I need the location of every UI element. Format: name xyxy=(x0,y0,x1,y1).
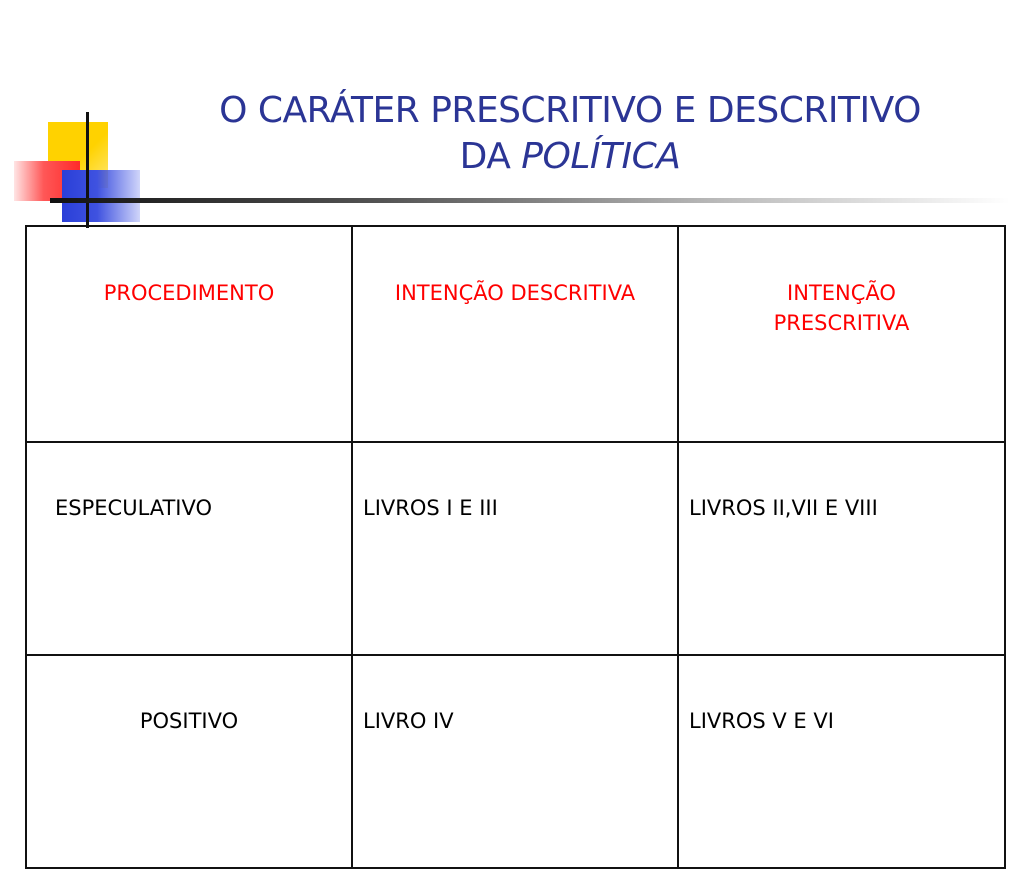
table-header-row xyxy=(26,226,1005,442)
descriptive-cell: LIVRO IV xyxy=(352,655,678,868)
title-line-1: O CARÁTER PRESCRITIVO E DESCRITIVO xyxy=(219,90,921,131)
content-table xyxy=(25,225,1006,869)
vertical-rule-decoration xyxy=(86,112,89,228)
table-row xyxy=(26,442,1005,655)
title-line-2-italic: POLÍTICA xyxy=(521,136,681,177)
prescriptive-cell: LIVROS V E VI xyxy=(678,655,1005,868)
header-cell-intencao-prescritiva: INTENÇÃO PRESCRITIVA xyxy=(678,226,1005,442)
title-line-2-prefix: DA xyxy=(459,136,522,177)
row-label-cell: ESPECULATIVO xyxy=(26,442,352,655)
header-cell-intencao-descritiva: INTENÇÃO DESCRITIVA xyxy=(352,226,678,442)
table-row xyxy=(26,655,1005,868)
slide-title xyxy=(120,88,1020,180)
title-underline-rule xyxy=(50,198,1010,203)
row-label-cell: POSITIVO xyxy=(26,655,352,868)
header-cell-procedimento: PROCEDIMENTO xyxy=(26,226,352,442)
prescriptive-cell: LIVROS II,VII E VIII xyxy=(678,442,1005,655)
descriptive-cell: LIVROS I E III xyxy=(352,442,678,655)
